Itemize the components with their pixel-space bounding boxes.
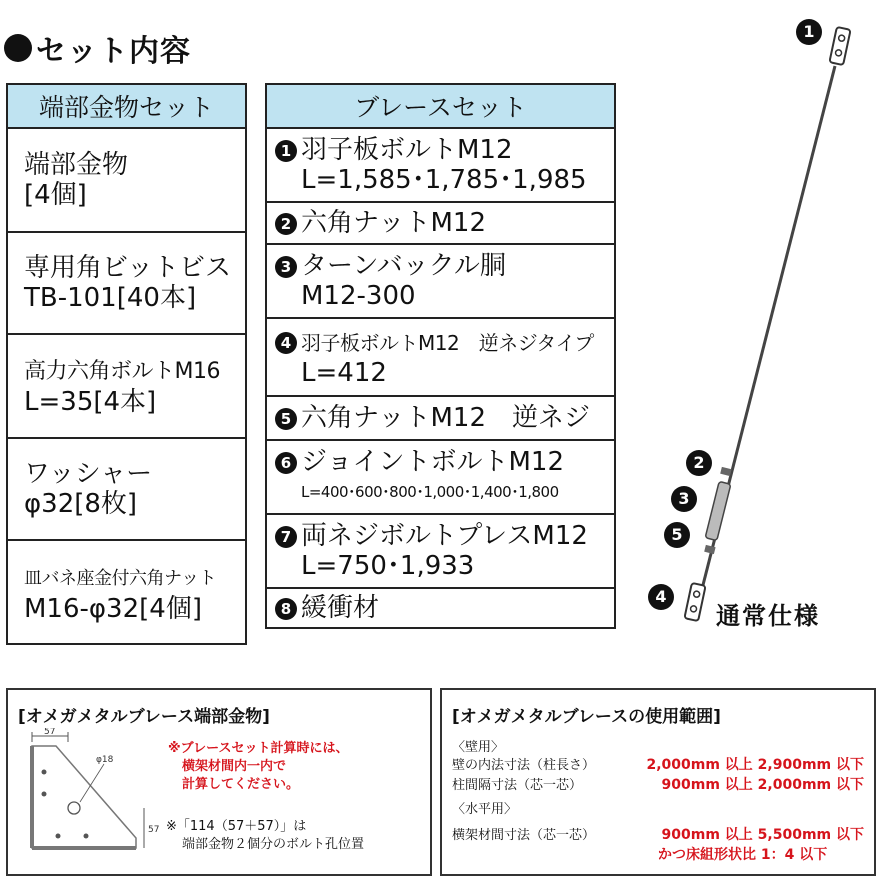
- box-title: [オメガメタルブレースの使用範囲]: [452, 707, 721, 727]
- item-name: 羽子板ボルトM12 逆ネジタイプ: [301, 330, 594, 355]
- item-spec: φ32[8枚]: [24, 489, 138, 519]
- note-line: ※ブレースセット計算時には、: [168, 741, 349, 756]
- item-spec: M12-300: [301, 281, 416, 311]
- item-spec: L=35[4本]: [24, 387, 157, 417]
- wall-row-value: 900mm 以上 2,000mm 以下: [661, 777, 864, 793]
- page-title-text: セット内容: [36, 34, 191, 69]
- table-header: ブレースセット: [266, 84, 615, 128]
- dim-side-label: 57: [148, 825, 160, 835]
- item-name: 専用角ビットビス: [24, 253, 231, 283]
- number-6-icon: 6: [275, 452, 297, 474]
- item-spec: L=412: [301, 357, 387, 388]
- bottom-plate: [684, 583, 705, 621]
- item-name: 高力六角ボルトM16: [24, 359, 220, 384]
- item-name: 六角ナットM12 逆ネジ: [301, 403, 590, 433]
- brace-rod-illustration: [640, 10, 878, 650]
- table-row: [266, 202, 615, 244]
- turnbuckle: [705, 481, 731, 540]
- floor-heading: 〈水平用〉: [452, 802, 518, 817]
- callout-2-icon: 2: [686, 450, 712, 476]
- table-row: [7, 438, 246, 540]
- black-note: [166, 818, 364, 854]
- end-hardware-diagram: [16, 728, 166, 868]
- number-3-icon: 3: [275, 256, 297, 278]
- item-name: ジョイントボルトM12: [301, 447, 564, 477]
- nut-2: [720, 467, 731, 476]
- item-name: 皿バネ座金付六角ナット: [24, 567, 217, 589]
- wall-row-value: 2,000mm 以上 2,900mm 以下: [646, 757, 864, 773]
- table-row: [266, 128, 615, 202]
- callout-5-icon: 5: [664, 522, 690, 548]
- note-line: 横架材間内一内で: [182, 759, 287, 774]
- item-spec: L=400･600･800･1,000･1,400･1,800: [301, 483, 559, 501]
- item-name: ターンバックル胴: [301, 251, 506, 281]
- number-1-icon: 1: [275, 140, 297, 162]
- number-8-icon: 8: [275, 598, 297, 620]
- item-spec: L=1,585･1,785･1,985: [301, 165, 587, 195]
- end-hardware-box: [6, 688, 432, 876]
- end-hardware-set-table: [6, 83, 247, 645]
- number-5-icon: 5: [275, 408, 297, 430]
- item-spec: [4個]: [24, 180, 87, 210]
- brace-set-table: [265, 83, 616, 629]
- table-row: [266, 440, 615, 514]
- item-name: 両ネジボルトプレスM12: [301, 521, 588, 551]
- floor-row-condition: かつ床組形状比 1：4 以下: [658, 847, 828, 863]
- table-row: [7, 232, 246, 334]
- table-row: [266, 396, 615, 440]
- number-7-icon: 7: [275, 526, 297, 548]
- callout-3-icon: 3: [671, 486, 697, 512]
- wall-heading: 〈壁用〉: [452, 740, 505, 755]
- item-spec: M16-φ32[4個]: [24, 593, 202, 624]
- item-spec: TB-101[40本]: [24, 283, 197, 313]
- table-row: [266, 244, 615, 318]
- box-title: [オメガメタルブレース端部金物]: [18, 707, 270, 727]
- normal-spec-label: 通常仕様: [716, 602, 820, 630]
- note-line: 端部金物２個分のボルト孔位置: [182, 837, 365, 852]
- top-plate: [829, 27, 850, 65]
- table-row: [266, 514, 615, 588]
- dim-hole-label: φ18: [96, 755, 114, 765]
- floor-row-label: 横架材間寸法（芯一芯）: [452, 828, 596, 843]
- note-line: ※「114（57＋57）」は: [166, 819, 307, 834]
- item-name: 六角ナットM12: [301, 208, 486, 238]
- table-row: [7, 334, 246, 438]
- page-title: [4, 26, 191, 70]
- note-line: 計算してください。: [182, 777, 300, 792]
- dim-top-label: 57: [44, 728, 56, 737]
- table-row: [7, 540, 246, 644]
- table-row: [7, 128, 246, 232]
- wall-row-label: 柱間隔寸法（芯一芯）: [452, 778, 583, 793]
- usage-range-box: [440, 688, 876, 876]
- item-name: 羽子板ボルトM12: [301, 135, 513, 165]
- callout-1-icon: 1: [796, 19, 822, 45]
- table-row: [266, 318, 615, 396]
- red-note: [168, 740, 348, 794]
- item-name: 緩衝材: [301, 593, 380, 623]
- callout-4-icon: 4: [648, 584, 674, 610]
- wall-row-label: 壁の内法寸法（柱長さ）: [452, 758, 596, 773]
- floor-row-value: 900mm 以上 5,500mm 以下: [661, 827, 864, 843]
- bullet-icon: [4, 34, 32, 62]
- item-name: 端部金物: [24, 150, 129, 180]
- number-4-icon: 4: [275, 332, 297, 354]
- number-2-icon: 2: [275, 213, 297, 235]
- item-name: ワッシャー: [24, 459, 153, 489]
- table-header: 端部金物セット: [7, 84, 246, 128]
- item-spec: L=750･1,933: [301, 551, 475, 581]
- table-row: [266, 588, 615, 628]
